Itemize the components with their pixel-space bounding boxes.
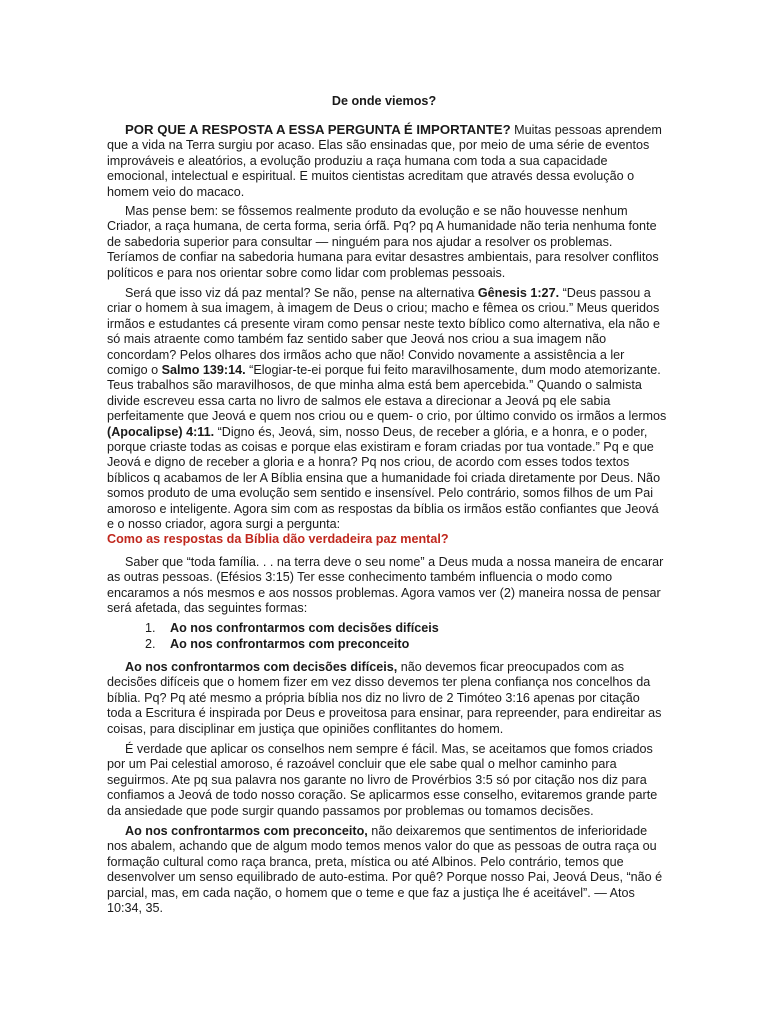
paragraph-text: não deixaremos que sentimentos de inferioridade nos abalem, achando que de algum modo temos menos valor do que as pessoas de outra raça ou formação cultural como raça branca, preta, mística ou até Albinos. Pelo contrário, temos que desenvolver um senso equilibrado de auto-estima. Por quê? Porque nosso Pai, Jeová Deus, “não é parcial, mas, em cada nação, o homem que o teme e que faz a justiça lhe é aceitável”. — Atos 10:34, 35.	[107, 824, 663, 916]
paragraph-importance	[107, 122, 667, 200]
paragraph-lead: POR QUE A RESPOSTA A ESSA PERGUNTA É IMPORTANTE?	[125, 122, 511, 137]
bible-reference-apocalipse: (Apocalipse) 4:11.	[107, 424, 215, 439]
paragraph-decisions	[107, 660, 667, 737]
list-number: 2.	[145, 637, 156, 651]
list-item	[107, 636, 667, 652]
section-heading: Como as respostas da Bíblia dão verdadeira paz mental?	[107, 532, 449, 546]
paragraph-text: “Digno és, Jeová, sim, nosso Deus, de receber a glória, e a honra, e o poder, porque criaste todas as coisas e porque elas existiram e foram criadas por tua vontade.” Pq e que Jeová e digno de receber a gloria e a honra? Pq nos criou, de acordo com esses todos textos bíblicos q acabamos de ler A Bíblia ensina que a humanidade foi criada diretamente por Deus. Não somos produto de uma evolução sem sentido e insensível. Pelo contrário, somos filhos de um Pai amoroso e inteligente. Agora sim com as respostas da bíblia os irmãos estão confiantes que Jeová e o nosso criador, agora surgi a pergunta:	[107, 424, 661, 532]
paragraph-alternative	[107, 286, 667, 533]
paragraph-think	[107, 204, 667, 281]
paragraph-text: Será que isso viz dá paz mental? Se não, pense na alternativa	[125, 286, 478, 300]
list-item	[107, 620, 667, 636]
bible-reference-salmo: Salmo 139:14.	[161, 363, 246, 378]
list-number: 1.	[145, 621, 156, 635]
paragraph-text: Muitas pessoas aprendem que a vida na Terra surgiu por acaso. Elas são ensinadas que, por meio de uma série de eventos improváveis e aleatórios, a evolução produziu a raça humana com toda a sua capacidade emocional, intelectual e espiritual. E muitos cientistas acreditam que através dessa evolução o homem veio do macaco.	[107, 123, 662, 199]
numbered-list	[107, 620, 667, 652]
paragraph-text: “Deus passou a criar o homem à sua imagem, à imagem de Deus o criou; macho e fêmea os criou.” Meus queridos irmãos e estudantes cá presente viram como pensar neste texto bíblico como alternativa, ela não e só mais atraente como também faz sentido saber que Jeová nos criou a sua imagem não concordam? Pelos olhares dos irmãos acho que não! Convido novamente a assistência a ler comigo o	[107, 286, 661, 378]
paragraph-counsel	[107, 742, 667, 819]
paragraph-text: Saber que “toda família. . . na terra deve o seu nome” a Deus muda a nossa maneira de encarar as outras pessoas. (Efésios 3:15) Ter esse conhecimento também influencia o modo como encaramos a nós mesmos e aos nossos problemas. Agora vamos ver (2) maneira nossa de pensar será afetada, das seguintes formas:	[107, 555, 664, 616]
page-title: De onde viemos?	[331, 94, 437, 108]
list-label: Ao nos confrontarmos com decisões difíceis	[170, 621, 439, 635]
bible-reference-genesis: Gênesis 1:27.	[477, 286, 560, 300]
paragraph-lead: Ao nos confrontarmos com decisões difíceis,	[125, 660, 398, 674]
paragraph-text: “Elogiar-te-ei porque fui feito maravilhosamente, dum modo atemorizante. Teus trabalhos são maravilhosos, de que minha alma está bem apercebida.” Quando o salmista divide escreveu essa carta no livro de salmos ele estava a direcionar a Jeová pq ele sabia perfeitamente que Jeová e quem nos criou ou e quem- o crio, por último convido os irmãos a lermos	[107, 363, 667, 424]
paragraph-text: Mas pense bem: se fôssemos realmente produto da evolução e se não houvesse nenhum Criador, a raça humana, de certa forma, seria órfã. Pq? pq A humanidade não teria nenhuma fonte de sabedoria superior para consultar — ninguém para nos ajudar a resolver os problemas. Teríamos de confiar na sabedoria humana para evitar desastres ambientais, para resolver conflitos políticos e para nos orientar sobre como lidar com problemas pessoais.	[107, 204, 659, 280]
paragraph-lead: Ao nos confrontarmos com preconceito,	[125, 824, 368, 838]
paragraph-prejudice	[107, 824, 667, 916]
list-label: Ao nos confrontarmos com preconceito	[170, 637, 410, 651]
paragraph-text: não devemos ficar preocupados com as decisões difíceis que o homem fizer em vez disso devemos ter plena confiança nos concelhos da bíblia. Pq? Pq até mesmo a própria bíblia nos diz no livro de 2 Timóteo 3:16 apenas por citação toda a Escritura é inspirada por Deus e proveitosa para ensinar, para repreender, para endireitar as coisas, para disciplinar em justiça que opiniões conflitantes do homem.	[107, 660, 662, 736]
paragraph-family	[107, 555, 667, 617]
paragraph-text: É verdade que aplicar os conselhos nem sempre é fácil. Mas, se aceitamos que fomos criados por um Pai celestial amoroso, é razoável concluir que ele sabe qual o melhor caminho para seguirmos. Ate pq sua palavra nos garante no livro de Provérbios 3:5 só por citação nos diz para confiamos a Jeová de todo nosso coração. Se aplicarmos esse conselho, evitaremos grande parte da ansiedade que pode surgir quando passamos por problemas ou tomamos decisões.	[107, 742, 658, 818]
